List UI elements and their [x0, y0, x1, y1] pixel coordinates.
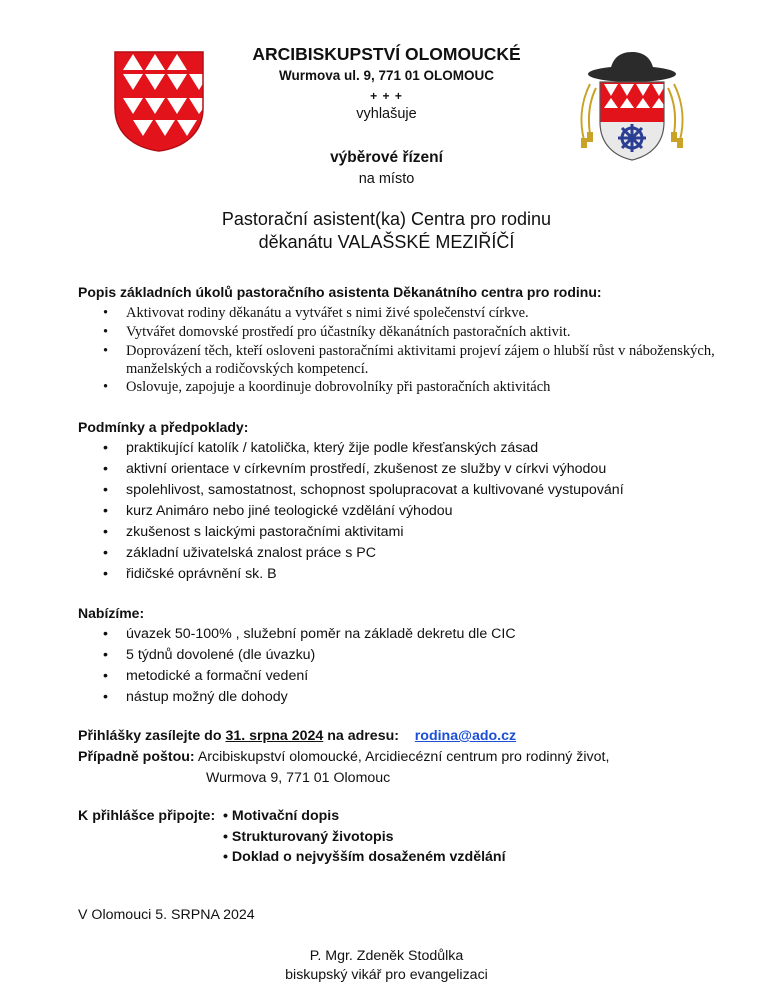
conditions-list: [78, 438, 624, 585]
list-item: • praktikující katolík / katolička, který žije podle křesťanských zásad: [78, 438, 624, 459]
list-item: • kurz Animáro nebo jiné teologické vzdělání výhodou: [78, 501, 624, 522]
list-item: • základní uživatelská znalost práce s PC: [78, 543, 624, 564]
tasks-heading: Popis základních úkolů pastoračního asistenta Děkanátního centra pro rodinu:: [78, 284, 602, 300]
tasks-list: [78, 304, 716, 397]
post-address-line2: Wurmova 9, 771 01 Olomouc: [206, 770, 391, 786]
apply-suffix: na adresu:: [323, 728, 399, 744]
signature-role: biskupský vikář pro evangelizaci: [285, 967, 488, 983]
org-title: ARCIBISKUPSTVÍ OLOMOUCKÉ: [252, 44, 521, 64]
list-item: • Oslovuje, zapojuje a koordinuje dobrovolníky při pastoračních aktivitách: [78, 378, 716, 397]
apply-prefix: Přihlášky zasílejte do: [78, 728, 226, 744]
offer-heading: Nabízíme:: [78, 605, 145, 621]
crosses: + + +: [370, 89, 403, 103]
list-item: • spolehlivost, samostatnost, schopnost spolupracovat a kultivované vystupování: [78, 480, 624, 501]
list-item: • zkušenost s laickými pastoračními aktivitami: [78, 522, 624, 543]
list-item: • Aktivovat rodiny děkanátu a vytvářet s nimi živé společenství církve.: [78, 304, 716, 323]
post-label: Případně poštou:: [78, 749, 195, 765]
attach-item: • Strukturovaný životopis: [223, 829, 394, 845]
attach-item: • Doklad o nejvyšším dosaženém vzdělání: [223, 849, 506, 865]
attach-item: • Motivační dopis: [223, 808, 340, 824]
list-item: • 5 týdnů dovolené (dle úvazku): [78, 645, 516, 666]
apply-deadline: 31. srpna 2024: [225, 728, 324, 744]
list-item: • Vytvářet domovské prostředí pro účastníky děkanátních pastoračních aktivit.: [78, 323, 716, 342]
list-item: • aktivní orientace v církevním prostředí, zkušenost ze služby v církvi výhodou: [78, 459, 624, 480]
apply-line: [78, 728, 516, 744]
list-item: • metodické a formační vedení: [78, 666, 516, 687]
position-title-line1: Pastorační asistent(ka) Centra pro rodinu: [221, 209, 552, 229]
list-item: • úvazek 50-100% , služební poměr na základě dekretu dle CIC: [78, 624, 516, 645]
conditions-heading: Podmínky a předpoklady:: [78, 419, 249, 435]
competition-title: výběrové řízení: [330, 149, 443, 166]
signature-name: P. Mgr. Zdeněk Stodůlka: [309, 948, 464, 964]
list-item: • Doprovázení těch, kteří osloveni pastoračními aktivitami projeví zájem o hlubší růst v náboženských, manželských a rodičovských kompetencí.: [78, 342, 716, 378]
list-item: • řidičské oprávnění sk. B: [78, 564, 624, 585]
competition-subtitle: na místo: [358, 171, 415, 187]
date-line: V Olomouci 5. SRPNA 2024: [78, 907, 255, 923]
announces: vyhlašuje: [356, 106, 417, 122]
org-address: Wurmova ul. 9, 771 01 OLOMOUC: [278, 68, 495, 83]
email-link[interactable]: rodina@ado.cz: [414, 728, 517, 744]
list-item: • nástup možný dle dohody: [78, 687, 516, 708]
attach-label: K přihlášce připojte:: [78, 808, 216, 824]
position-title-line2: děkanátu VALAŠSKÉ MEZIŘÍČÍ: [258, 232, 515, 252]
post-line: [78, 749, 609, 765]
offer-list: [78, 624, 516, 708]
post-address-line1: Arcibiskupství olomoucké, Arcidiecézní centrum pro rodinný život,: [194, 749, 610, 765]
